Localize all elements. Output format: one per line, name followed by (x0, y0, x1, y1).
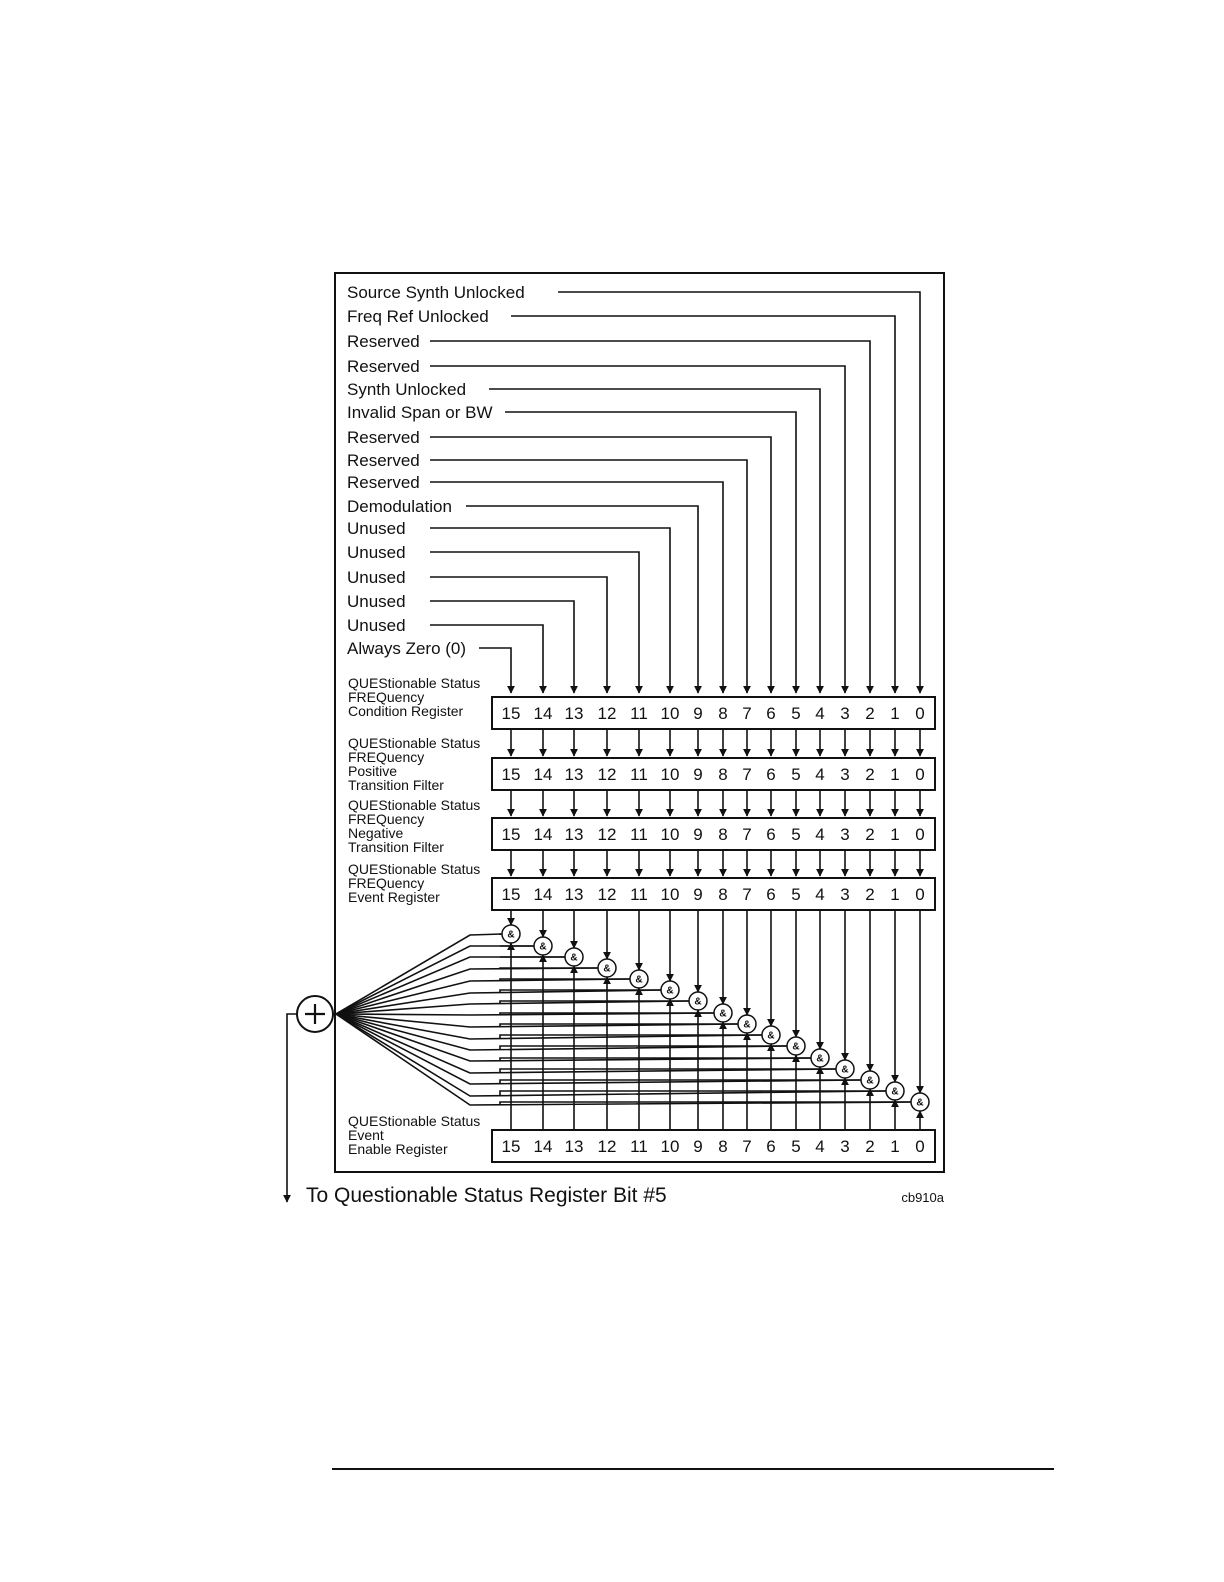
and-symbol: & (767, 1030, 775, 1042)
input-label-bit-14: Unused (347, 616, 406, 635)
register-negative-bit-4: 4 (815, 825, 825, 844)
and-symbol: & (603, 963, 611, 975)
register-positive-bit-13: 13 (564, 765, 584, 784)
register-condition-bit-3: 3 (840, 704, 850, 723)
input-label-bit-13: Unused (347, 592, 406, 611)
register-positive-bit-1: 1 (890, 765, 900, 784)
register-enable-bit-1: 1 (890, 1137, 900, 1156)
input-label-bit-10: Unused (347, 519, 406, 538)
registers (348, 675, 935, 1162)
output-label: To Questionable Status Register Bit #5 (306, 1184, 667, 1207)
register-positive-bit-15: 15 (501, 765, 521, 784)
register-event-bit-2: 2 (865, 885, 875, 904)
register-event-bit-7: 7 (742, 885, 752, 904)
input-line-bit-8 (430, 482, 723, 693)
and-symbol: & (891, 1086, 899, 1098)
register-negative-bit-12: 12 (597, 825, 617, 844)
register-negative-bit-8: 8 (718, 825, 728, 844)
register-positive-bit-5: 5 (791, 765, 801, 784)
register-label-enable: Event (348, 1127, 384, 1143)
and-symbol: & (635, 974, 643, 986)
register-positive-bit-12: 12 (597, 765, 617, 784)
register-condition-bit-8: 8 (718, 704, 728, 723)
fan-in-line (336, 1001, 689, 1014)
register-enable-bit-12: 12 (597, 1137, 617, 1156)
register-label-condition: Condition Register (348, 703, 464, 719)
register-condition-bit-13: 13 (564, 704, 584, 723)
register-event-bit-0: 0 (915, 885, 925, 904)
register-event-bit-14: 14 (533, 885, 553, 904)
register-negative-bit-2: 2 (865, 825, 875, 844)
register-event-bit-8: 8 (718, 885, 728, 904)
register-label-negative: Negative (348, 825, 404, 841)
register-enable-bit-5: 5 (791, 1137, 801, 1156)
input-label-bit-12: Unused (347, 568, 406, 587)
register-condition-bit-0: 0 (915, 704, 925, 723)
register-label-event: FREQuency (348, 875, 425, 891)
register-positive-bit-14: 14 (533, 765, 553, 784)
register-label-positive: Transition Filter (348, 777, 444, 793)
register-enable-bit-7: 7 (742, 1137, 752, 1156)
input-label-bit-1: Freq Ref Unlocked (347, 307, 489, 326)
register-condition-bit-4: 4 (815, 704, 825, 723)
input-line-bit-1 (511, 316, 895, 693)
register-event-bit-15: 15 (501, 885, 521, 904)
and-symbol: & (666, 985, 674, 997)
register-event-bit-1: 1 (890, 885, 900, 904)
register-enable-bit-10: 10 (660, 1137, 680, 1156)
register-negative-bit-6: 6 (766, 825, 776, 844)
register-event-bit-5: 5 (791, 885, 801, 904)
register-enable-bit-2: 2 (865, 1137, 875, 1156)
and-or-logic (287, 910, 929, 1202)
and-symbol: & (841, 1064, 849, 1076)
register-positive-bit-10: 10 (660, 765, 680, 784)
register-negative-bit-10: 10 (660, 825, 680, 844)
register-label-enable: QUEStionable Status (348, 1113, 481, 1129)
and-symbol: & (916, 1097, 924, 1109)
register-event-bit-9: 9 (693, 885, 703, 904)
input-label-bit-8: Reserved (347, 473, 420, 492)
register-condition-bit-12: 12 (597, 704, 617, 723)
register-enable-bit-0: 0 (915, 1137, 925, 1156)
input-label-bit-15: Always Zero (0) (347, 639, 467, 658)
and-symbol: & (694, 996, 702, 1008)
register-event-bit-4: 4 (815, 885, 825, 904)
input-label-bit-11: Unused (347, 543, 406, 562)
register-condition-bit-6: 6 (766, 704, 776, 723)
register-condition-bit-5: 5 (791, 704, 801, 723)
register-condition-bit-9: 9 (693, 704, 703, 723)
and-symbol: & (539, 941, 547, 953)
register-positive-bit-11: 11 (630, 765, 648, 784)
register-negative-bit-3: 3 (840, 825, 850, 844)
register-label-event: QUEStionable Status (348, 861, 481, 877)
and-symbol: & (507, 929, 515, 941)
register-negative-bit-5: 5 (791, 825, 801, 844)
register-positive-bit-8: 8 (718, 765, 728, 784)
register-positive-bit-4: 4 (815, 765, 825, 784)
register-positive-bit-3: 3 (840, 765, 850, 784)
register-label-event: Event Register (348, 889, 440, 905)
input-line-bit-0 (558, 292, 920, 693)
register-condition-bit-2: 2 (865, 704, 875, 723)
register-condition-bit-14: 14 (533, 704, 553, 723)
register-condition-bit-1: 1 (890, 704, 900, 723)
register-condition-bit-15: 15 (501, 704, 521, 723)
register-event-bit-10: 10 (660, 885, 680, 904)
register-positive-bit-6: 6 (766, 765, 776, 784)
and-symbol: & (743, 1019, 751, 1031)
register-event-bit-3: 3 (840, 885, 850, 904)
register-event-bit-6: 6 (766, 885, 776, 904)
input-line-bit-15 (479, 648, 511, 693)
register-positive-bit-7: 7 (742, 765, 752, 784)
register-label-negative: FREQuency (348, 811, 425, 827)
output-arrow (287, 1014, 297, 1202)
register-condition-bit-10: 10 (660, 704, 680, 723)
register-event-bit-13: 13 (564, 885, 584, 904)
register-positive-bit-9: 9 (693, 765, 703, 784)
register-negative-bit-7: 7 (742, 825, 752, 844)
input-label-bit-2: Reserved (347, 332, 420, 351)
register-negative-bit-9: 9 (693, 825, 703, 844)
register-positive-bit-0: 0 (915, 765, 925, 784)
register-enable-bit-13: 13 (564, 1137, 584, 1156)
fan-in-line (336, 1014, 886, 1096)
figure-code: cb910a (901, 1190, 944, 1205)
register-enable-bit-8: 8 (718, 1137, 728, 1156)
register-enable-bit-6: 6 (766, 1137, 776, 1156)
and-symbol: & (792, 1041, 800, 1053)
input-label-bit-7: Reserved (347, 451, 420, 470)
input-label-bit-3: Reserved (347, 357, 420, 376)
input-line-bit-9 (466, 506, 698, 693)
register-negative-bit-13: 13 (564, 825, 584, 844)
register-negative-bit-14: 14 (533, 825, 553, 844)
register-label-positive: QUEStionable Status (348, 735, 481, 751)
register-negative-bit-1: 1 (890, 825, 900, 844)
and-symbol: & (866, 1075, 874, 1087)
register-label-positive: Positive (348, 763, 398, 779)
fan-in-line (336, 979, 630, 1014)
input-label-bit-9: Demodulation (347, 497, 452, 516)
register-label-condition: FREQuency (348, 689, 425, 705)
register-label-negative: Transition Filter (348, 839, 444, 855)
and-symbol: & (719, 1008, 727, 1020)
register-enable-bit-14: 14 (533, 1137, 553, 1156)
register-label-enable: Enable Register (348, 1141, 448, 1157)
register-negative-bit-15: 15 (501, 825, 521, 844)
input-label-bit-5: Invalid Span or BW (347, 403, 493, 422)
register-enable-bit-15: 15 (501, 1137, 521, 1156)
input-line-bit-2 (430, 341, 870, 693)
input-label-bit-0: Source Synth Unlocked (347, 283, 525, 302)
and-symbol: & (816, 1053, 824, 1065)
register-enable-bit-3: 3 (840, 1137, 850, 1156)
register-positive-bit-2: 2 (865, 765, 875, 784)
input-lines (347, 283, 920, 693)
register-label-condition: QUEStionable Status (348, 675, 481, 691)
and-symbol: & (570, 952, 578, 964)
register-negative-bit-0: 0 (915, 825, 925, 844)
register-enable-bit-11: 11 (630, 1137, 648, 1156)
register-enable-bit-4: 4 (815, 1137, 825, 1156)
register-enable-bit-9: 9 (693, 1137, 703, 1156)
input-line-bit-6 (430, 437, 771, 693)
register-condition-bit-7: 7 (742, 704, 752, 723)
input-label-bit-6: Reserved (347, 428, 420, 447)
register-event-bit-11: 11 (630, 885, 648, 904)
register-negative-bit-11: 11 (630, 825, 648, 844)
register-condition-bit-11: 11 (630, 704, 648, 723)
register-event-bit-12: 12 (597, 885, 617, 904)
register-label-negative: QUEStionable Status (348, 797, 481, 813)
input-label-bit-4: Synth Unlocked (347, 380, 467, 399)
register-label-positive: FREQuency (348, 749, 425, 765)
